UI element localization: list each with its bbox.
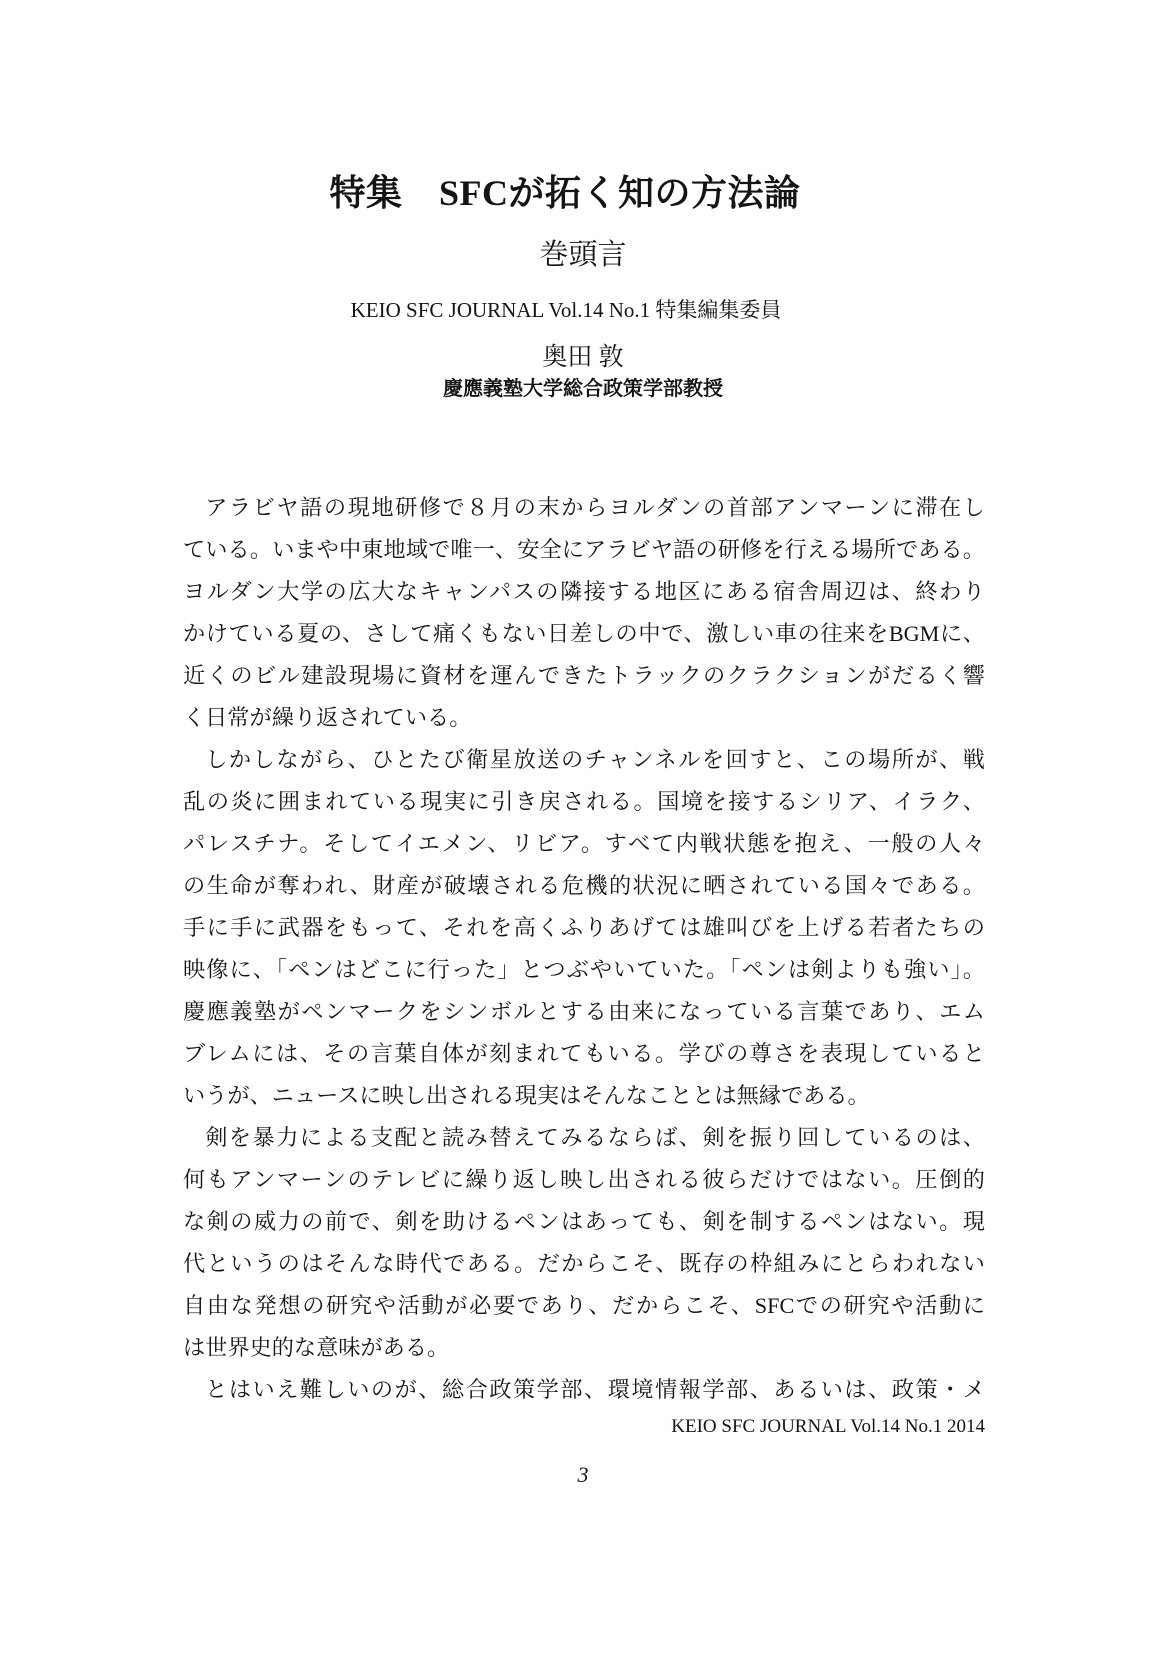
article-title: 特集 SFCが拓く知の方法論 bbox=[329, 173, 801, 213]
body-line: 映像に、「ペンはどこに行った」とつぶやいていた。「ペンは剣よりも強い」。 bbox=[183, 957, 985, 982]
body-line: ている。いまや中東地域で唯一、安全にアラビヤ語の研修を行える場所である。 bbox=[183, 537, 985, 562]
body-line: 近くのビル建設現場に資材を運んできたトラックのクラクションがだるく響 bbox=[183, 663, 985, 688]
body-paragraph bbox=[183, 487, 985, 739]
page-number: 3 bbox=[577, 1462, 589, 1487]
body-line: の生命が奪われ、財産が破壊される危機的状況に晒されている国々である。 bbox=[183, 873, 985, 898]
body-line: 代というのはそんな時代である。だからこそ、既存の枠組みにとらわれない bbox=[183, 1251, 985, 1276]
body-line: な剣の威力の前で、剣を助けるペンはあっても、剣を制するペンはない。現 bbox=[183, 1209, 985, 1234]
body-line: く日常が繰り返されている。 bbox=[183, 705, 472, 730]
article-body bbox=[183, 487, 985, 1411]
running-footer: KEIO SFC JOURNAL Vol.14 No.1 2014 bbox=[671, 1416, 985, 1437]
body-line: アラビヤ語の現地研修で８月の末からヨルダンの首部アンマーンに滞在し bbox=[205, 495, 985, 520]
article-subtitle: 巻頭言 bbox=[539, 239, 627, 271]
body-line: は世界史的な意味がある。 bbox=[183, 1335, 450, 1360]
body-line: 手に手に武器をもって、それを高くふりあげては雄叫びを上げる若者たちの bbox=[183, 915, 985, 940]
body-line: ブレムには、その言葉自体が刻まれてもいる。学びの尊さを表現していると bbox=[183, 1041, 985, 1066]
body-line: 乱の炎に囲まれている現実に引き戻される。国境を接するシリア、イラク、 bbox=[183, 789, 985, 814]
body-line: とはいえ難しいのが、総合政策学部、環境情報学部、あるいは、政策・メ bbox=[205, 1377, 985, 1402]
author-name: 奥田 敦 bbox=[542, 344, 624, 371]
body-line: いうが、ニュースに映し出される現実はそんなこととは無縁である。 bbox=[183, 1083, 870, 1108]
body-line: パレスチナ。そしてイエメン、リビア。すべて内戦状態を抱え、一般の人々 bbox=[183, 831, 985, 856]
body-line: 自由な発想の研究や活動が必要であり、だからこそ、SFCでの研究や活動に bbox=[183, 1293, 985, 1318]
body-line: ヨルダン大学の広大なキャンパスの隣接する地区にある宿舎周辺は、終わり bbox=[183, 579, 985, 604]
author-affiliation: 慶應義塾大学総合政策学部教授 bbox=[443, 378, 723, 400]
editor-credit: KEIO SFC JOURNAL Vol.14 No.1 特集編集委員 bbox=[350, 298, 782, 322]
body-paragraph bbox=[183, 1117, 985, 1369]
body-line: かけている夏の、さして痛くもない日差しの中で、激しい車の往来をBGMに、 bbox=[183, 621, 985, 646]
body-paragraph bbox=[183, 739, 985, 1117]
body-paragraph bbox=[183, 1369, 985, 1411]
body-line: 何もアンマーンのテレビに繰り返し映し出される彼らだけではない。圧倒的 bbox=[183, 1167, 985, 1192]
body-line: 剣を暴力による支配と読み替えてみるならば、剣を振り回しているのは、 bbox=[205, 1125, 985, 1150]
body-line: しかしながら、ひとたび衛星放送のチャンネルを回すと、この場所が、戦 bbox=[205, 747, 985, 772]
body-line: 慶應義塾がペンマークをシンボルとする由来になっている言葉であり、エム bbox=[183, 999, 985, 1024]
